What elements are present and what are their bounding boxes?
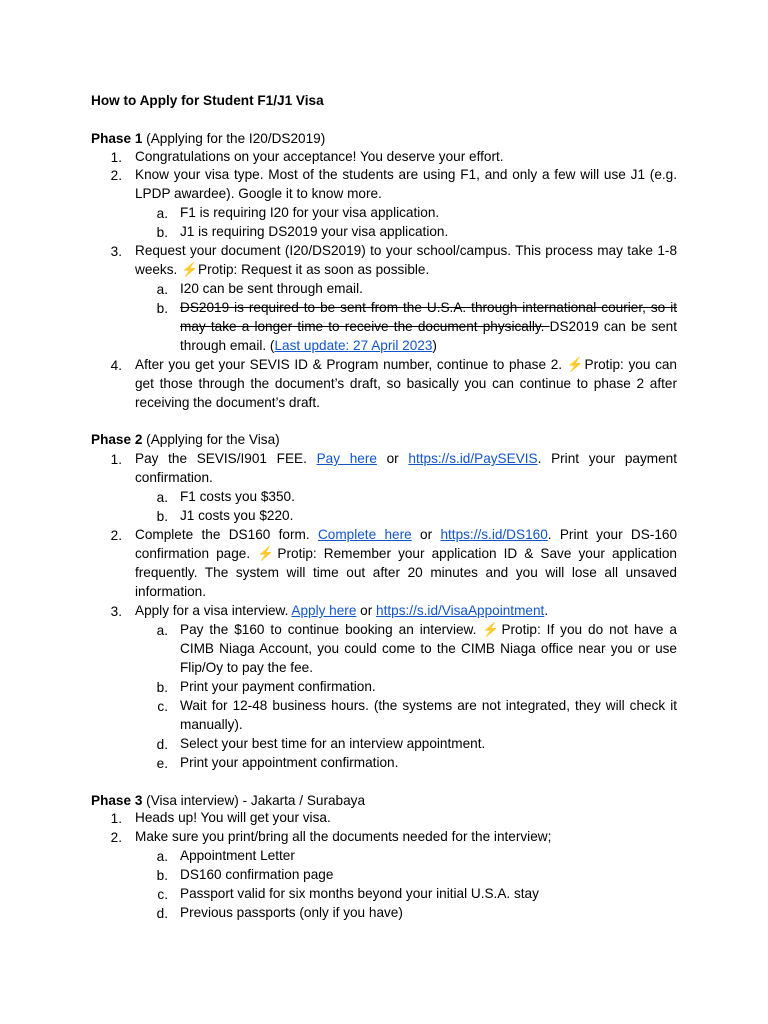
phase3-item-2c: Passport valid for six months beyond your initial U.S.A. stay <box>180 886 539 901</box>
phase2-item-1a: F1 costs you $350. <box>180 489 295 504</box>
pay-here-link[interactable]: Pay here <box>316 451 377 466</box>
phase1-item-2a: F1 is requiring I20 for your visa application. <box>180 205 440 220</box>
lightning-icon: ⚡ <box>482 622 502 637</box>
or-text: or <box>356 603 377 618</box>
list-marker: 4. <box>110 358 122 373</box>
protip-text: Protip: Request it as soon as possible. <box>198 261 430 277</box>
phase3-item-2b: DS160 confirmation page <box>180 867 334 882</box>
phase2-heading <box>91 432 280 447</box>
phase1-desc: (Applying for the I20/DS2019) <box>146 131 326 146</box>
phase2-item-3-post: . <box>544 603 549 618</box>
list-marker: e. <box>156 756 168 771</box>
list-marker: 2. <box>110 830 122 845</box>
phase2-label: Phase 2 <box>91 432 143 447</box>
lightning-icon: ⚡ <box>257 545 278 561</box>
phase2-desc: (Applying for the Visa) <box>146 432 280 447</box>
list-marker: 1. <box>110 811 122 826</box>
phase2-item-3b: Print your payment confirmation. <box>180 679 376 694</box>
list-marker: 2. <box>110 528 122 543</box>
lightning-icon: ⚡ <box>566 357 585 372</box>
phase2-item-3a-text: Pay the $160 to continue booking an interview. <box>180 622 483 637</box>
phase2-item-2 <box>135 526 677 602</box>
phase3-heading <box>91 793 365 808</box>
phase3-desc: (Visa interview) - Jakarta / Surabaya <box>146 793 366 808</box>
list-marker: b. <box>156 509 168 524</box>
paysevis-link[interactable]: https://s.id/PaySEVIS <box>408 451 538 466</box>
list-marker: 2. <box>110 168 122 183</box>
ds160-link[interactable]: https://s.id/DS160 <box>440 527 548 542</box>
protip-text: Protip: If you do not have a CIMB Niaga Account, you could come to the CIMB Niaga office near you or use Flip/Oy to pay the fee. <box>180 622 677 675</box>
list-marker: c. <box>157 887 168 902</box>
phase1-item-1: Congratulations on your acceptance! You deserve your effort. <box>135 149 504 164</box>
phase2-item-1 <box>135 450 677 488</box>
phase1-item-2b: J1 is requiring DS2019 your visa application. <box>180 224 449 239</box>
or-text: or <box>411 527 441 542</box>
phase2-item-3c: Wait for 12-48 business hours. (the systems are not integrated, they will check it manually). <box>180 698 677 732</box>
list-marker: a. <box>156 490 168 505</box>
list-marker: a. <box>156 282 168 297</box>
list-marker: b. <box>156 301 168 316</box>
phase3-item-2d: Previous passports (only if you have) <box>180 905 403 920</box>
phase1-item-3 <box>135 242 677 280</box>
document-title: How to Apply for Student F1/J1 Visa <box>91 93 324 108</box>
phase2-item-1-post: . Print your payment confirmation. <box>135 451 678 485</box>
phase1-label: Phase 1 <box>91 131 143 146</box>
phase2-item-1-text: Pay the SEVIS/I901 FEE. <box>135 451 317 466</box>
phase3-item-2a: Appointment Letter <box>180 848 295 863</box>
phase2-item-3a <box>180 621 677 678</box>
phase3-label: Phase 3 <box>91 793 143 808</box>
list-marker: b. <box>156 868 168 883</box>
phase2-item-3 <box>135 602 677 621</box>
list-marker: a. <box>156 623 168 638</box>
phase2-item-3e: Print your appointment confirmation. <box>180 755 399 770</box>
list-marker: c. <box>157 699 168 714</box>
last-update-link[interactable]: Last update: 27 April 2023 <box>274 337 433 353</box>
phase1-item-2: Know your visa type. Most of the students are using F1, and only a few will use J1 (e.g. LPDP awardee). Google it to know more. <box>135 167 677 201</box>
phase1-item-4-text: After you get your SEVIS ID & Program number, continue to phase 2. <box>135 357 567 372</box>
apply-here-link[interactable]: Apply here <box>291 603 357 618</box>
close-paren: ) <box>432 337 437 353</box>
or-text: or <box>376 451 409 466</box>
list-marker: 3. <box>110 244 122 259</box>
phase3-item-1: Heads up! You will get your visa. <box>135 810 331 825</box>
list-marker: a. <box>156 206 168 221</box>
lightning-icon: ⚡ <box>181 261 199 277</box>
list-marker: 1. <box>110 150 122 165</box>
phase1-heading <box>91 131 325 146</box>
list-marker: a. <box>156 849 168 864</box>
list-marker: b. <box>156 225 168 240</box>
phase3-item-2: Make sure you print/bring all the documents needed for the interview; <box>135 829 552 844</box>
protip-text: Protip: you can get those through the document’s draft, so basically you can continue to phase 2 after receiving the document’s draft. <box>135 357 677 410</box>
list-marker: 3. <box>110 604 122 619</box>
list-marker: d. <box>156 737 168 752</box>
list-marker: 1. <box>110 452 122 467</box>
phase1-item-3b-text: DS2019 can be sent through email. ( <box>180 318 678 353</box>
phase2-item-3d: Select your best time for an interview appointment. <box>180 736 486 751</box>
complete-here-link[interactable]: Complete here <box>317 527 412 542</box>
visa-appointment-link[interactable]: https://s.id/VisaAppointment <box>376 603 545 618</box>
phase2-item-1b: J1 costs you $220. <box>180 508 294 523</box>
phase2-item-2-post: . Print your DS-160 confirmation page. <box>135 527 678 561</box>
strikethrough-text: DS2019 is required to be sent from the U.S.A. through international courier, so it may take a longer time to receive the document physically. <box>180 300 677 334</box>
protip-text: Protip: Remember your application ID & Save your application frequently. The system will time out after 20 minutes and you will lose all unsaved information. <box>135 545 677 599</box>
phase1-item-3a: I20 can be sent through email. <box>180 281 363 296</box>
phase1-item-3b <box>180 299 677 356</box>
list-marker: b. <box>156 680 168 695</box>
phase2-item-2-text: Complete the DS160 form. <box>135 527 318 542</box>
phase1-item-3-text: Request your document (I20/DS2019) to your school/campus. This process may take 1-8 weeks. <box>135 243 677 277</box>
phase1-item-4 <box>135 356 677 413</box>
phase2-item-3-text: Apply for a visa interview. <box>135 603 292 618</box>
list-marker: d. <box>156 906 168 921</box>
